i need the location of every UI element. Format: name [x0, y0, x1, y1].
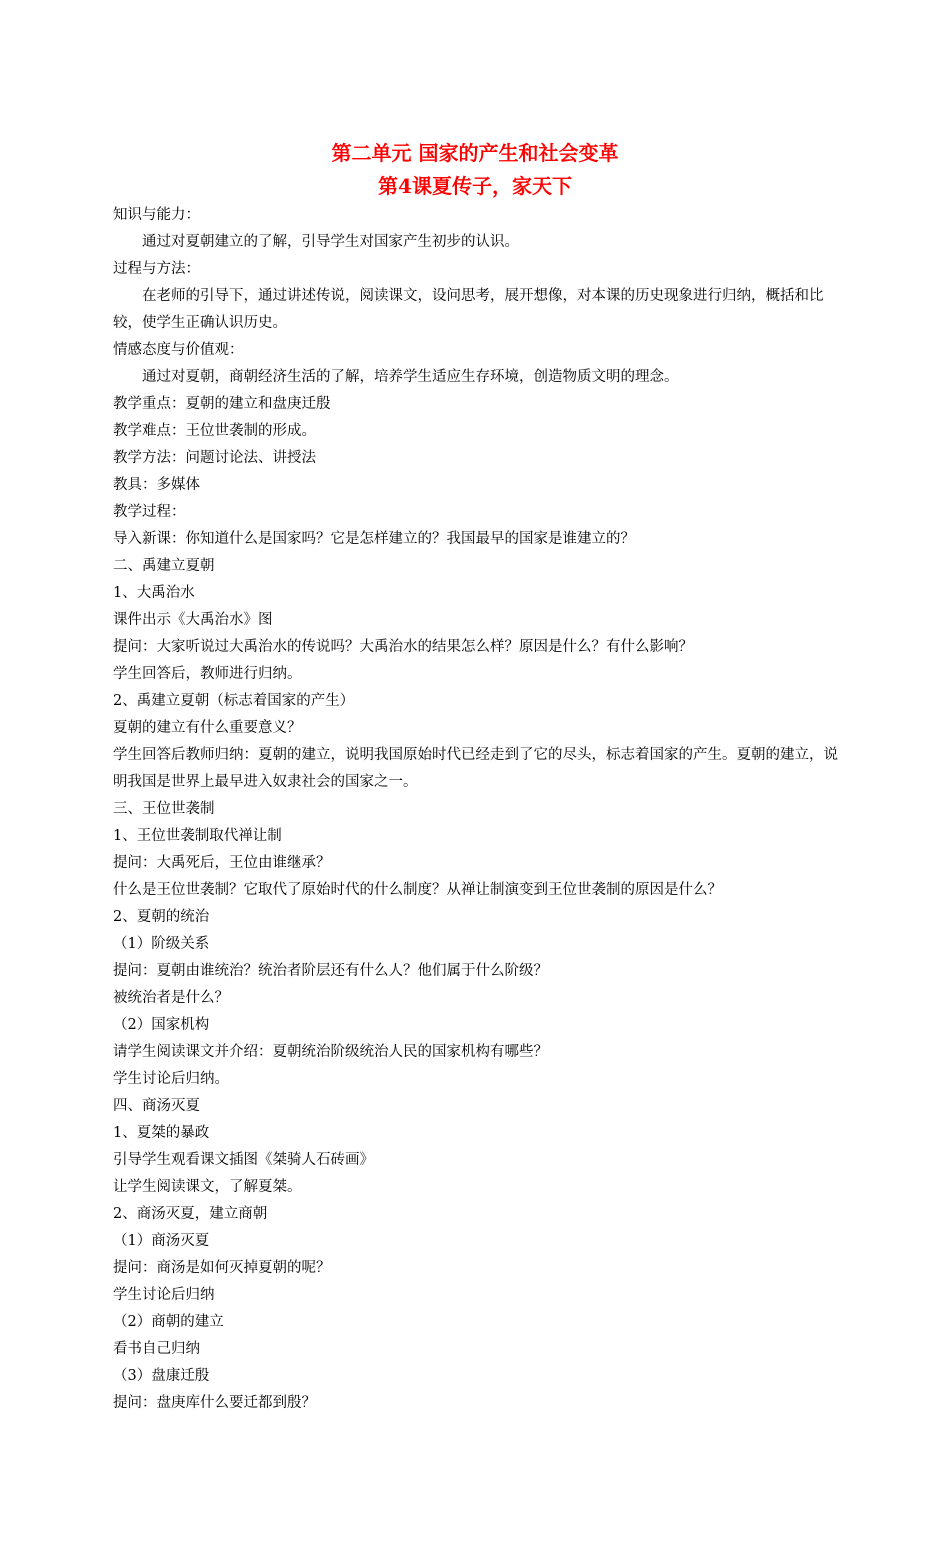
- paragraph-line: 提问：商汤是如何灭掉夏朝的呢？: [113, 1260, 331, 1276]
- paragraph-line: 1、王位世袭制取代禅让制: [113, 828, 282, 844]
- paragraph-line: 什么是王位世袭制？它取代了原始时代的什么制度？从禅让制演变到王位世袭制的原因是什么？: [113, 882, 722, 898]
- unit-title: 第二单元 国家的产生和社会变革: [331, 141, 619, 165]
- paragraph-line: 学生讨论后归纳: [113, 1287, 215, 1303]
- paragraph-line: 二、禹建立夏朝: [113, 558, 215, 574]
- paragraph-line: 教学方法：问题讨论法、讲授法: [113, 450, 316, 466]
- paragraph-line: 提问：大禹死后，王位由谁继承？: [113, 855, 331, 871]
- paragraph-line: （1）商汤灭夏: [113, 1233, 210, 1249]
- paragraph-line: 四、商汤灭夏: [113, 1098, 200, 1114]
- paragraph-line: 教学重点：夏朝的建立和盘庚迁殷: [113, 396, 331, 412]
- paragraph-line: 1、夏桀的暴政: [113, 1125, 210, 1141]
- paragraph-line: 看书自己归纳: [113, 1341, 200, 1357]
- lesson-title: 第4课夏传子，家天下: [378, 174, 572, 198]
- paragraph-line: 过程与方法：: [113, 261, 200, 277]
- paragraph-line: 三、王位世袭制: [113, 801, 215, 817]
- paragraph-line: 在老师的引导下，通过讲述传说，阅读课文，设问思考，展开想像，对本课的历史现象进行归纳，概括和比较，使学生正确认识历史。: [113, 288, 824, 331]
- document-body: [113, 202, 843, 1417]
- paragraph-line: （2）商朝的建立: [113, 1314, 224, 1330]
- paragraph-line: （3）盘康迁殷: [113, 1368, 210, 1384]
- paragraph-line: （1）阶级关系: [113, 936, 210, 952]
- paragraph-line: 教具：多媒体: [113, 477, 200, 493]
- paragraph-line: 教学难点：王位世袭制的形成。: [113, 423, 316, 439]
- paragraph-line: 知识与能力：: [113, 207, 200, 223]
- paragraph-line: 2、禹建立夏朝（标志着国家的产生）: [113, 693, 355, 709]
- paragraph-line: 提问：盘庚库什么要迁都到殷？: [113, 1395, 316, 1411]
- paragraph-line: 教学过程：: [113, 504, 186, 520]
- paragraph-line: 导入新课：你知道什么是国家吗？它是怎样建立的？我国最早的国家是谁建立的？: [113, 531, 635, 547]
- paragraph-line: 提问：大家听说过大禹治水的传说吗？大禹治水的结果怎么样？原因是什么？有什么影响？: [113, 639, 693, 655]
- paragraph-line: 2、夏朝的统治: [113, 909, 210, 925]
- paragraph-line: 2、商汤灭夏，建立商朝: [113, 1206, 268, 1222]
- paragraph-line: 1、大禹治水: [113, 585, 195, 601]
- paragraph-line: 学生回答后，教师进行归纳。: [113, 666, 302, 682]
- paragraph-line: 通过对夏朝建立的了解，引导学生对国家产生初步的认识。: [142, 234, 519, 250]
- paragraph-line: 通过对夏朝，商朝经济生活的了解，培养学生适应生存环境，创造物质文明的理念。: [142, 369, 679, 385]
- paragraph-line: 夏朝的建立有什么重要意义？: [113, 720, 302, 736]
- paragraph-line: 学生讨论后归纳。: [113, 1071, 229, 1087]
- paragraph-line: 提问：夏朝由谁统治？统治者阶层还有什么人？他们属于什么阶级？: [113, 963, 548, 979]
- paragraph-line: 让学生阅读课文，了解夏桀。: [113, 1179, 302, 1195]
- paragraph-line: （2）国家机构: [113, 1017, 210, 1033]
- paragraph-line: 课件出示《大禹治水》图: [113, 612, 273, 628]
- paragraph-line: 被统治者是什么？: [113, 990, 229, 1006]
- paragraph-line: 情感态度与价值观：: [113, 342, 244, 358]
- paragraph-line: 学生回答后教师归纳：夏朝的建立，说明我国原始时代已经走到了它的尽头，标志着国家的产生。夏朝的建立，说明我国是世界上最早进入奴隶社会的国家之一。: [113, 747, 838, 790]
- paragraph-line: 引导学生观看课文插图《桀骑人石砖画》: [113, 1152, 374, 1168]
- paragraph-line: 请学生阅读课文并介绍：夏朝统治阶级统治人民的国家机构有哪些？: [113, 1044, 548, 1060]
- title-block: [0, 137, 950, 203]
